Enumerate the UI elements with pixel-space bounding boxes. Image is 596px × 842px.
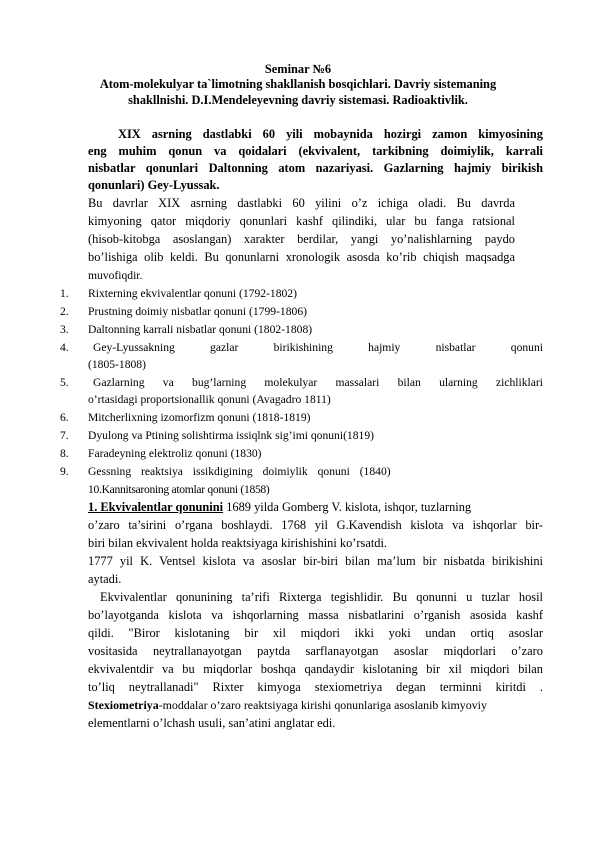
section-1-last-line: elementlarni o’lchash usuli, san’atini anglatar edi. bbox=[88, 716, 336, 730]
stexiometriya-definition: -moddalar o’zaro reaktsiyaga kirishi qonunlariga asoslanib kimyoviy bbox=[158, 698, 487, 712]
list-number: 4. bbox=[60, 341, 69, 354]
section-1-line: bo’layotganda kislota va ishqorlarning massa nisbatlarini o’rganish asosida kashf bbox=[88, 608, 543, 622]
section-1-line: qildi. "Biror kislotaning bir xil miqdori ikki yoki undan ortiq asoslar bbox=[88, 626, 543, 640]
stexiometriya-line bbox=[88, 697, 487, 714]
list-item: Faradeyning elektroliz qonuni (1830) bbox=[88, 447, 262, 460]
section-1-line: ekvivalentdir va bu miqdorlar boshqa qandaydir kislotaning bir xil miqdori bilan bbox=[88, 662, 543, 676]
list-item: Daltonning karrali nisbatlar qonuni (1802-1808) bbox=[88, 323, 313, 336]
intro-text-line: kimyoning qator miqdoriy qonunlari kashf qilindiki, ular bu fanga ratsional bbox=[88, 214, 515, 228]
list-item-cont: (1805-1808) bbox=[88, 358, 146, 371]
section-1-line: to’liq neytrallanadi" Rixter kimyoga stexiometriya degan terminni kiritdi . bbox=[88, 680, 543, 694]
section-1-line: 1777 yil K. Ventsel kislota va asoslar bir-biri bilan ma’lum bir nisbatda birikishini bbox=[88, 554, 543, 568]
section-1-line: biri bilan ekvivalent holda reaktsiyaga kirishishini ko’rsatdi. bbox=[88, 536, 388, 550]
intro-text-line: Bu davrlar XIX asrning dastlabki 60 yilini o’z ichiga oladi. Bu davrda bbox=[88, 196, 515, 210]
section-1-line: o’zaro ta’sirini o’rgana boshlaydi. 1768 yil G.Kavendish kislota va ishqorlar bir- bbox=[88, 518, 543, 532]
title-line-2: shakllnishi. D.I.Mendeleyevning davriy sistemasi. Radioaktivlik. bbox=[128, 93, 468, 107]
intro-bold-line: eng muhim qonun va qoidalari (ekvivalent, tarkibning doimiylik, karrali bbox=[88, 144, 543, 158]
list-number: 1. bbox=[60, 287, 69, 300]
section-1-line: vositasida neytrallanayotgan paytda sarflanayotgan asoslar miqdorlari o’zaro bbox=[88, 644, 543, 658]
list-number: 6. bbox=[60, 411, 69, 424]
intro-bold-line: XIX asrning dastlabki 60 yili mobaynida hozirgi zamon kimyosining bbox=[118, 127, 543, 141]
section-1-line1-rest: 1689 yilda Gomberg V. kislota, ishqor, tuzlarning bbox=[226, 500, 472, 514]
section-1-first-line bbox=[88, 499, 471, 516]
list-item: Rixterning ekvivalentlar qonuni (1792-1802) bbox=[88, 287, 297, 300]
intro-bold-line: nisbatlar qonunlari Daltonning atom nazariyasi. Gazlarning hajmiy birikish bbox=[88, 161, 543, 175]
list-item: 10.Kannitsaroning atomlar qonuni (1858) bbox=[88, 483, 270, 496]
title-line-1: Atom-molekulyar ta`limotning shakllanish bosqichlari. Davriy sistemaning bbox=[99, 77, 497, 91]
list-number: 2. bbox=[60, 305, 69, 318]
stexiometriya-term: Stexiometriya bbox=[88, 698, 159, 712]
list-number: 5. bbox=[60, 376, 69, 389]
list-number: 9. bbox=[60, 465, 69, 478]
list-item: Dyulong va Ptining solishtirma issiqlnk sig’imi qonuni(1819) bbox=[88, 429, 374, 442]
list-item-cont: o’rtasidagi proportsionallik qonuni (Avagadro 1811) bbox=[88, 393, 331, 406]
list-number: 3. bbox=[60, 323, 69, 336]
intro-text-line: (hisob-kitobga asoslangan) xarakter berdilar, yangi yo’nalishlarning paydo bbox=[88, 232, 515, 246]
list-number: 7. bbox=[60, 429, 69, 442]
list-item: Gey-Lyussakning gazlar birikishining hajmiy nisbatlar qonuni bbox=[93, 341, 543, 354]
intro-bold-line: qonunlari) Gey-Lyussak. bbox=[88, 178, 220, 192]
list-item: Mitcherlixning izomorfizm qonuni (1818-1819) bbox=[88, 411, 311, 424]
list-number: 8. bbox=[60, 447, 69, 460]
list-item: Prustning doimiy nisbatlar qonuni (1799-1806) bbox=[88, 305, 307, 318]
list-item: Gazlarning va bug’larning molekulyar massalari bilan ularning zichliklari bbox=[93, 376, 543, 389]
intro-text-line: bo’lishiga olib keldi. Bu qonunlarni xronologik asosda ko’rib chiqish maqsadga bbox=[88, 250, 515, 264]
section-1-heading: 1. Ekvivalentlar qonunini bbox=[88, 500, 224, 514]
section-1-line: Ekvivalentlar qonunining ta’rifi Rixterga tegishlidir. Bu qonunni u tuzlar hosil bbox=[100, 590, 543, 604]
list-item: Gessning reaktsiya issikdigining doimiylik qonuni (1840) bbox=[88, 465, 391, 478]
seminar-number: Seminar №6 bbox=[264, 62, 332, 76]
intro-text-line: muvofiqdir. bbox=[88, 269, 143, 282]
section-1-line: aytadi. bbox=[88, 572, 122, 586]
